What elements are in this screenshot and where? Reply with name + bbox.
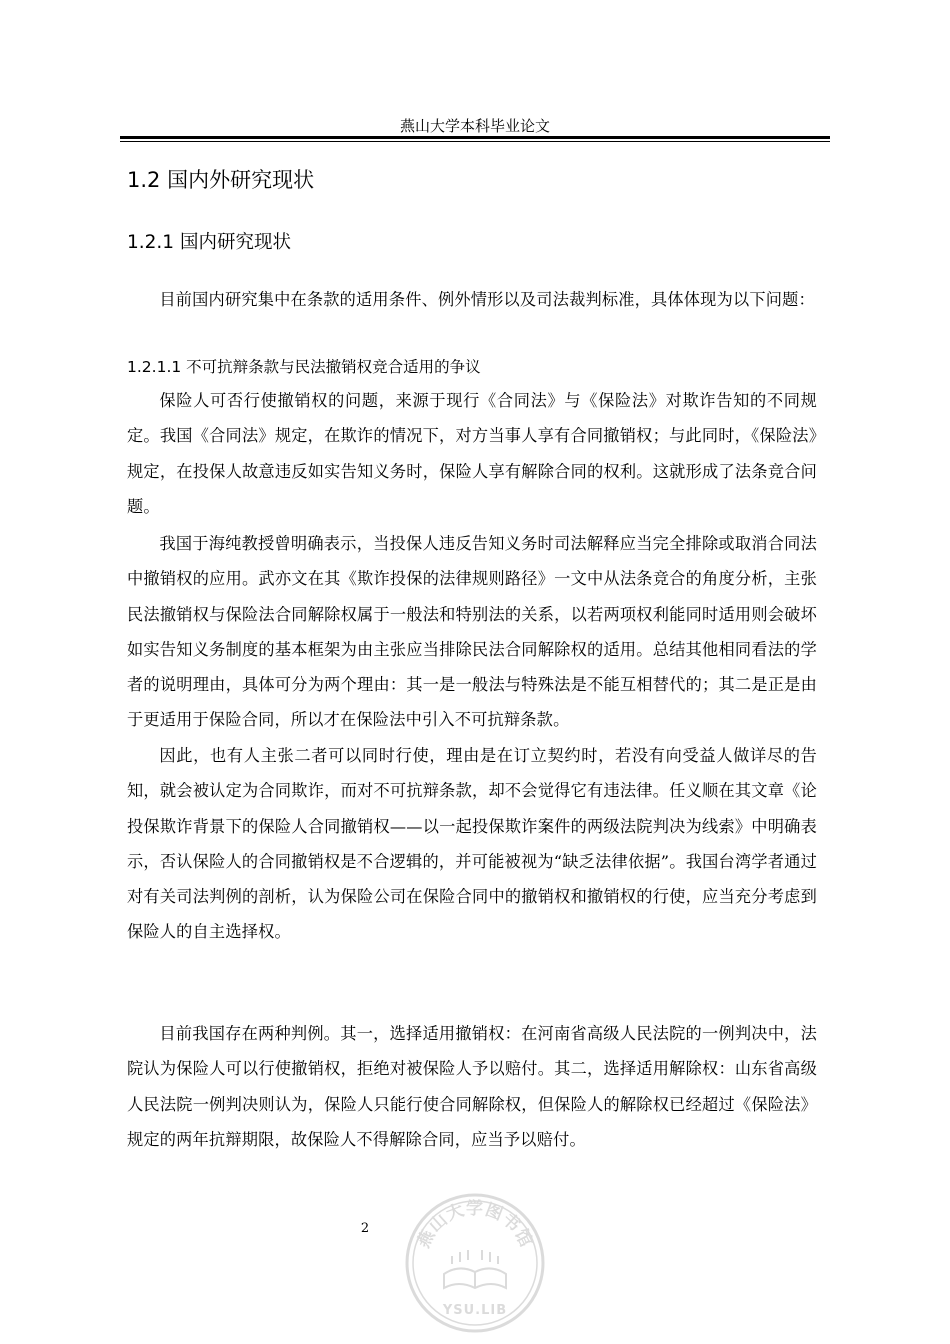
body-paragraph-2: 我国于海纯教授曾明确表示，当投保人违反告知义务时司法解释应当完全排除或取消合同法中撤销权的应用。武亦文在其《欺诈投保的法律规则路径》一文中从法条竞合的角度分析，主张民法撤销权与保险法合同解除权属于一般法和特别法的关系，以若两项权利能同时适用则会破坏如实告知义务制度的基本框架为由主张应当排除民法合同解除权的适用。总结其他相同看法的学者的说明理由，具体可分为两个理由：其一是一般法与特殊法是不能互相替代的；其二是正是由于更适用于保险合同，所以才在保险法中引入不可抗辩条款。 xyxy=(127,534,817,730)
subsection-heading: 1.2.1 国内研究现状 xyxy=(127,232,291,253)
section-heading: 1.2 国内外研究现状 xyxy=(127,168,315,192)
subsubsection-heading: 1.2.1.1 不可抗辩条款与民法撤销权竞合适用的争议 xyxy=(127,358,481,376)
body-paragraph-4: 目前我国存在两种判例。其一，选择适用撤销权：在河南省高级人民法院的一例判决中，法院认为保险人可以行使撤销权，拒绝对被保险人予以赔付。其二，选择适用解除权：山东省高级人民法院一例判决则认为，保险人只能行使合同解除权，但保险人的解除权已经超过《保险法》规定的两年抗辩期限，故保险人不得解除合同，应当予以赔付。 xyxy=(127,1024,817,1149)
seal-subtext: YSU.LIB xyxy=(442,1303,508,1318)
svg-text:燕山大学图书馆 xyxy=(414,1198,537,1251)
body-paragraph-1: 保险人可否行使撤销权的问题，来源于现行《合同法》与《保险法》对欺诈告知的不同规定。我国《合同法》规定，在欺诈的情况下，对方当事人享有合同撤销权；与此同时，《保险法》规定，在投保人故意违反如实告知义务时，保险人享有解除合同的权利。这就形成了法条竞合问题。 xyxy=(127,391,817,516)
body-paragraph-3: 因此，也有人主张二者可以同时行使，理由是在订立契约时，若没有向受益人做详尽的告知，就会被认定为合同欺诈，而对不可抗辩条款，却不会觉得它有违法律。任义顺在其文章《论投保欺诈背景下的保险人合同撤销权——以一起投保欺诈案件的两级法院判决为线索》中明确表示，否认保险人的合同撤销权是不合逻辑的，并可能被视为“缺乏法律依据”。我国台湾学者通过对有关司法判例的剖析，认为保险公司在保险合同中的撤销权和撤销权的行使，应当充分考虑到保险人的自主选择权。 xyxy=(127,746,817,942)
seal-text: 燕山大学图书馆 xyxy=(413,1199,537,1252)
intro-paragraph: 目前国内研究集中在条款的适用条件、例外情形以及司法裁判标准，具体体现为以下问题： xyxy=(159,290,815,309)
header-rule-thick xyxy=(120,136,830,139)
page-number: 2 xyxy=(360,1221,370,1236)
header-rule-thin xyxy=(120,141,830,142)
library-seal-icon xyxy=(404,1192,546,1334)
running-header: 燕山大学本科毕业论文 xyxy=(399,117,550,135)
